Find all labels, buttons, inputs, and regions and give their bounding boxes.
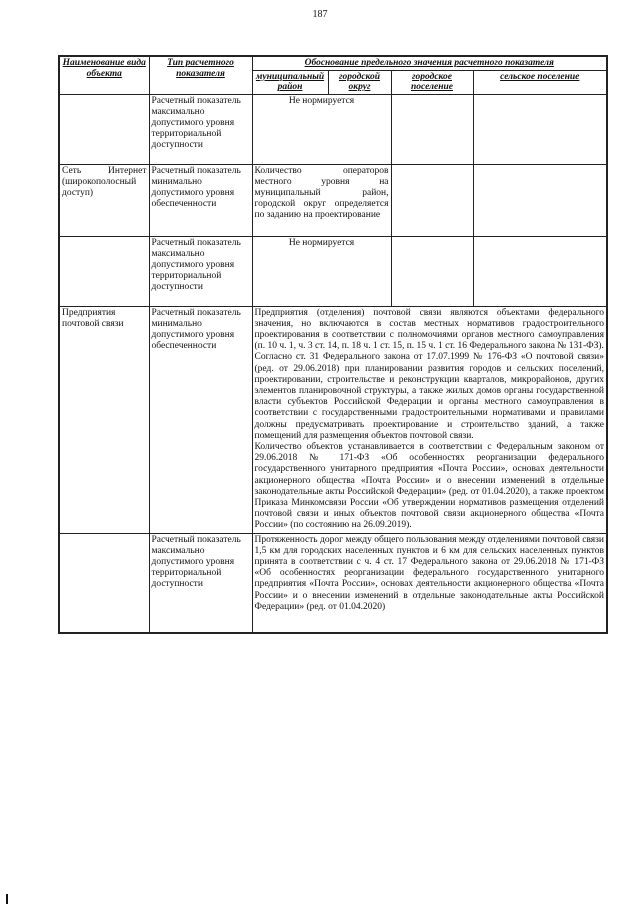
table-row	[59, 94, 607, 164]
object-cell	[59, 533, 149, 633]
header-rural-settlement: сельское поселение	[473, 70, 607, 94]
urban-settlement-cell	[391, 94, 473, 164]
table-row	[59, 236, 607, 306]
indicator-type-cell: Расчетный показатель минимально допустимого уровня обеспеченности	[149, 164, 252, 236]
indicator-type-cell: Расчетный показатель максимально допустимого уровня территориальной доступности	[149, 94, 252, 164]
table-row	[59, 306, 607, 533]
standards-table	[58, 55, 608, 634]
rural-settlement-cell	[473, 164, 607, 236]
page-number: 187	[312, 9, 328, 20]
urban-settlement-cell	[391, 164, 473, 236]
object-cell: Предприятия почтовой связи	[59, 306, 149, 533]
header-municipal-district: муниципальный район	[252, 70, 328, 94]
rural-settlement-cell	[473, 236, 607, 306]
header-indicator-type: Тип расчетного показателя	[149, 56, 252, 94]
object-cell	[59, 94, 149, 164]
justification-paragraph: Количество объектов устанавливается в соответствии с Федеральным законом от 29.06.2018 № 171-ФЗ «Об особенностях реорганизации федерального государственного унитарного предприятия «Почта России», основах деятельности акционерного общества «Почта России» и о внесении изменений в отдельные законодательные акты Российской Федерации» (ред. от 01.04.2020), а также проектом Приказа Минкомсвязи России «Об утверждении нормативов размещения отделений почтовой связи и иных объектов почтовой связи акционерного общества «Почта России» (по состоянию на 26.09.2019).	[254, 441, 604, 531]
header-urban-settlement: городское поселение	[391, 70, 473, 94]
indicator-type-cell: Расчетный показатель максимально допустимого уровня территориальной доступности	[149, 533, 252, 633]
header-object-name: Наименование вида объекта	[59, 56, 149, 94]
header-urban-district: городской округ	[328, 70, 391, 94]
justification-text-cell	[252, 306, 607, 533]
indicator-type-cell: Расчетный показатель максимально допустимого уровня территориальной доступности	[149, 236, 252, 306]
justification-text-cell: Протяженность дорог между общего пользования между отделениями почтовой связи 1,5 км для городских населенных пунктов и 6 км для сельских населенных пунктов принята в соответствии с ч. 4 ст. 17 Федерального закона от 29.06.2018 № 171-ФЗ «Об особенностях реорганизации федерального государственного унитарного предприятия «Почта России», основах деятельности акционерного общества «Почта России» и о внесении изменений в отдельные законодательные акты Российской Федерации» (ред. от 01.04.2020)	[252, 533, 607, 633]
object-cell	[59, 236, 149, 306]
municipal-value-cell: Не нормируется	[252, 236, 391, 306]
municipal-value-cell: Не нормируется	[252, 94, 391, 164]
table-row	[59, 164, 607, 236]
justification-paragraph: Предприятия (отделения) почтовой связи являются объектами федерального значения, но включаются в состав местных нормативов градостроительного проектирования в соответствии с полномочиями органов местного самоуправления (п. 10 ч. 1, ч. 3 ст. 14, п. 18 ч. 1 ст. 15, п. 15 ч. 1 ст. 16 Федерального закона № 131-ФЗ).	[254, 307, 604, 352]
scan-mark	[6, 894, 8, 904]
indicator-type-cell: Расчетный показатель минимально допустимого уровня обеспеченности	[149, 306, 252, 533]
rural-settlement-cell	[473, 94, 607, 164]
justification-paragraph: Согласно ст. 31 Федерального закона от 17.07.1999 № 176-ФЗ «О почтовой связи» (ред. от 29.06.2018) при планировании развития городов и сельских поселений, проектировании, строительстве и реконструкции кварталов, микрорайонов, других элементов планировочной структуры, а также жилых домов органы государственной власти субъектов Российской Федерации и органы местного самоуправления в соответствии с государственными градостроительными нормативами и правилами должны предусматривать проектирование и строительство зданий, а также помещений для размещения объектов почтовой связи.	[254, 352, 604, 441]
urban-settlement-cell	[391, 236, 473, 306]
table-row	[59, 533, 607, 633]
municipal-value-cell: Количество операторов местного уровня на муниципальный район, городской округ определяется по заданию на проектирование	[252, 164, 391, 236]
object-cell: Сеть Интернет (широкополосный доступ)	[59, 164, 149, 236]
header-justification-group: Обоснование предельного значения расчетного показателя	[252, 56, 607, 70]
